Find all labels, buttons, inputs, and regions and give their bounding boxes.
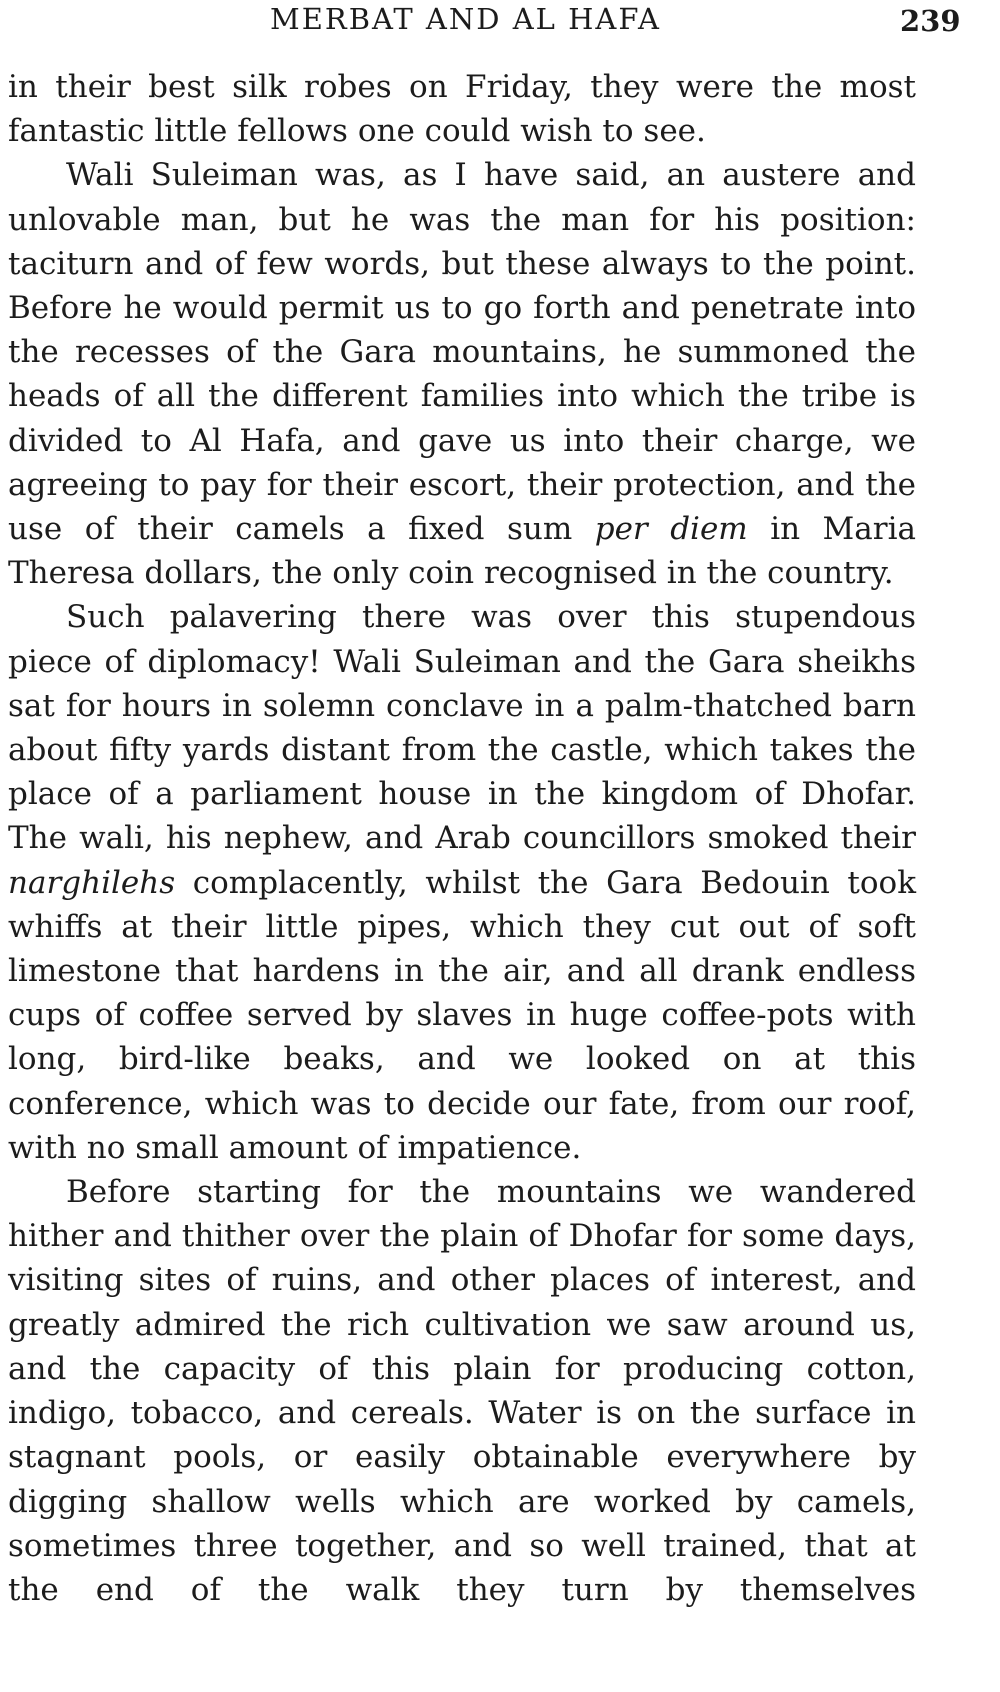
paragraph-2-text-end: in Maria Theresa dollars, the only coin recognised in the country. bbox=[8, 511, 916, 592]
running-head bbox=[0, 0, 1000, 48]
paragraph-1-text: in their best silk robes on Friday, they were the most fantastic little fellows one could wish to see. bbox=[8, 69, 916, 150]
page-number: 239 bbox=[900, 4, 961, 38]
paragraph-4-text: Before starting for the mountains we wandered hither and thither over the plain of Dhofar for some days, visiting sites of ruins, and other places of interest, and greatly admired the rich cultivation we saw around us, and the capacity of this plain for producing cotton, indigo, tobacco, and cereals. Water is on the surface in stagnant pools, or easily obtainable everywhere by digging shallow wells which are worked by camels, sometimes three together, and so well trained, that at the end of the walk they turn by themselves bbox=[8, 1174, 916, 1608]
paragraph-4 bbox=[8, 1170, 916, 1612]
paragraph-2-text-start: Wali Suleiman was, as I have said, an austere and unlovable man, but he was the man for his position: taciturn and of few words, but these always to the point. Before he would permit us to go forth and penetrate into the recesses of the Gara mountains, he summoned the heads of all the different families into which the tribe is divided to Al Hafa, and gave us into their charge, we agreeing to pay for their escort, their protection, and the use of their camels a fixed sum bbox=[8, 157, 916, 548]
paragraph-3-italic-word: narghilehs bbox=[8, 864, 176, 901]
paragraph-1 bbox=[8, 65, 916, 153]
paragraph-3-text-start: Such palavering there was over this stupendous piece of diplomacy! Wali Suleiman and the Gara sheikhs sat for hours in solemn conclave in a palm-thatched barn about fifty yards distant from the castle, which takes the place of a parliament house in the kingdom of Dhofar. The wali, his nephew, and Arab councillors smoked their bbox=[8, 599, 916, 857]
paragraph-2 bbox=[8, 153, 916, 595]
running-title: MERBAT AND AL HAFA bbox=[270, 2, 661, 36]
paragraph-3-text-end: complacently, whilst the Gara Bedouin took whiffs at their little pipes, which they cut out of soft limestone that hardens in the air, and all drank endless cups of coffee served by slaves in huge coffee-pots with long, bird-like beaks, and we looked on at this conference, which was to decide our fate, from our roof, with no small amount of impatience. bbox=[8, 864, 916, 1166]
body-text bbox=[8, 65, 916, 1612]
paragraph-3 bbox=[8, 595, 916, 1170]
paragraph-2-italic-phrase: per diem bbox=[594, 511, 748, 548]
